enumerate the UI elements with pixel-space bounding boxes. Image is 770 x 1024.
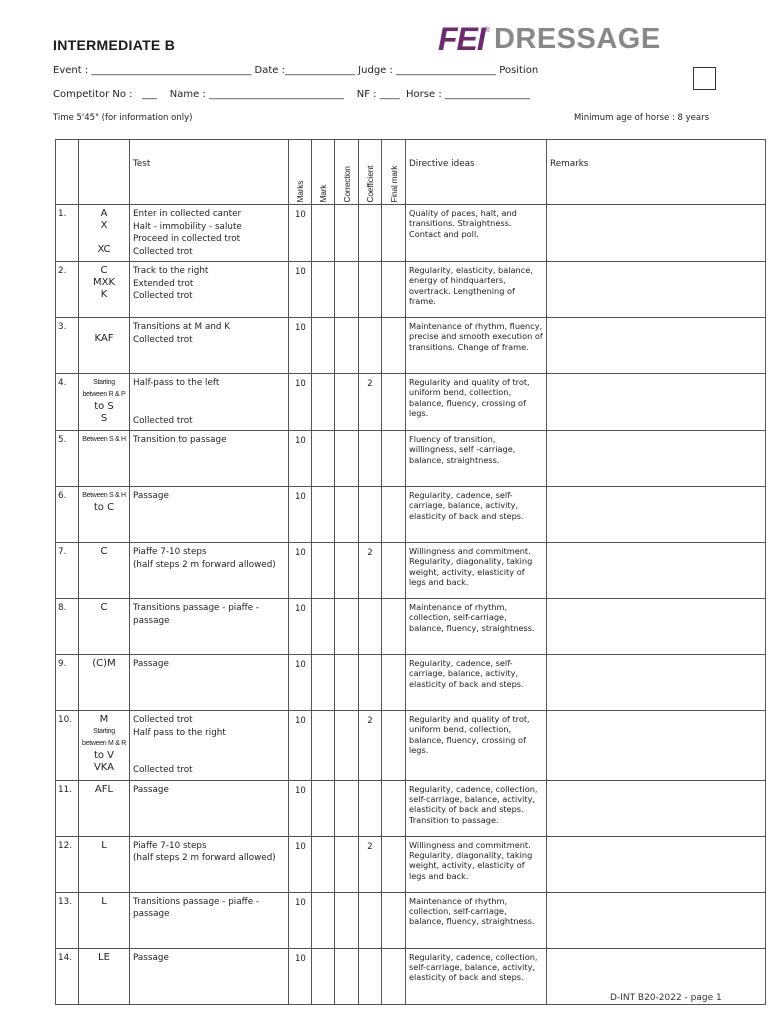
text-line: Regularity and quality of trot, uniform bend, collection, balance, fluency, crossing of legs. <box>409 377 530 419</box>
movement-letters <box>79 948 130 1004</box>
final-mark-input[interactable] <box>382 431 406 487</box>
table-row <box>56 711 766 781</box>
correction-input[interactable] <box>335 318 359 374</box>
text-line <box>133 402 285 415</box>
text-line: 10 <box>295 785 306 796</box>
coefficient-cell <box>359 318 382 374</box>
row-number <box>56 262 79 318</box>
text-line: Between S & H <box>82 492 126 499</box>
table-row <box>56 892 766 948</box>
test-header: Test <box>130 140 289 205</box>
text-line <box>133 752 285 765</box>
text-line: MXK <box>92 277 116 288</box>
table-row <box>56 543 766 599</box>
text-line: Piaffe 7-10 steps <box>133 547 207 557</box>
text-line: Enter in collected canter <box>133 209 242 219</box>
text-line: Transitions passage - piaffe - <box>133 603 260 613</box>
marks-cell <box>289 780 312 836</box>
fei-dressage-logo <box>438 22 661 56</box>
event-line: Event : ________________________________ Date :______________ Judge : ____________________ Position <box>53 65 539 76</box>
final-mark-input[interactable] <box>382 948 406 1004</box>
movement-letters <box>79 711 130 781</box>
text-line: Passage <box>133 784 169 795</box>
text-line: KAF <box>94 333 114 344</box>
final-mark-input[interactable] <box>382 487 406 543</box>
mark-input[interactable] <box>312 431 335 487</box>
text-line: 10 <box>295 436 306 446</box>
text-line: Extended trot <box>133 278 194 289</box>
text-line: Passage <box>133 952 169 963</box>
text-line: Regularity, elasticity, balance, energy of hindquarters, overtrack. Lengthening of frame. <box>409 265 533 307</box>
table-row <box>56 780 766 836</box>
remarks-input[interactable] <box>547 487 766 543</box>
directive-ideas <box>406 374 547 431</box>
movement-letters <box>79 780 130 836</box>
directive-ideas <box>406 836 547 892</box>
remarks-input[interactable] <box>547 892 766 948</box>
text-line: C <box>100 546 108 557</box>
text-line <box>79 232 129 244</box>
row-number <box>56 318 79 374</box>
test-description <box>130 374 289 431</box>
table-row <box>56 599 766 655</box>
logo-trademark: ® <box>484 27 490 34</box>
final-mark-input[interactable] <box>382 262 406 318</box>
row-number <box>56 780 79 836</box>
table-row <box>56 836 766 892</box>
mark-input[interactable] <box>312 543 335 599</box>
text-line: 10 <box>295 604 306 614</box>
text-line: 2 <box>367 716 373 726</box>
directive-ideas <box>406 711 547 781</box>
text-line: M <box>99 714 109 725</box>
directive-ideas <box>406 780 547 836</box>
mark-input[interactable] <box>312 892 335 948</box>
correction-input[interactable] <box>335 836 359 892</box>
text-line: L <box>101 839 107 851</box>
text-line: Regularity, cadence, collection, self-carriage, balance, activity, elasticity of back and steps. Transition to passage. <box>409 783 538 825</box>
text-line: Regularity, cadence, self-carriage, balance, activity, elasticity of back and steps. <box>409 490 524 521</box>
time-note: Time 5'45" (for information only) <box>53 113 193 123</box>
correction-input[interactable] <box>335 262 359 318</box>
directive-ideas <box>406 205 547 262</box>
directive-ideas <box>406 318 547 374</box>
text-line <box>133 739 285 752</box>
remarks-input[interactable] <box>547 431 766 487</box>
text-line: 5. <box>58 435 67 445</box>
test-description <box>130 431 289 487</box>
text-line: 10 <box>295 897 306 908</box>
text-line: 2 <box>367 548 373 558</box>
text-line: Track to the right <box>133 266 209 276</box>
correction-input[interactable] <box>335 205 359 262</box>
text-line: 10 <box>295 841 306 852</box>
text-line: between R & P <box>82 391 126 398</box>
text-line: between M & R <box>82 740 126 747</box>
text-line: A <box>100 208 108 219</box>
text-line: 8. <box>58 603 67 613</box>
logo-dressage: DRESSAGE <box>493 23 661 55</box>
marks-cell <box>289 711 312 781</box>
test-description <box>130 487 289 543</box>
page-title: INTERMEDIATE B <box>53 37 176 53</box>
text-line: LE <box>98 951 110 963</box>
final-mark-input[interactable] <box>382 543 406 599</box>
row-number <box>56 892 79 948</box>
text-line: 12. <box>58 840 72 851</box>
movement-letters <box>79 205 130 262</box>
mark-input[interactable] <box>312 262 335 318</box>
movement-letters <box>79 262 130 318</box>
text-line: 3. <box>58 322 67 332</box>
movement-letters <box>79 318 130 374</box>
table-row <box>56 431 766 487</box>
correction-input[interactable] <box>335 487 359 543</box>
remarks-input[interactable] <box>547 205 766 262</box>
text-line: Piaffe 7-10 steps <box>133 840 207 851</box>
text-line: to V <box>93 750 115 761</box>
test-description <box>130 948 289 1004</box>
text-line: 10 <box>295 210 306 220</box>
mark-input[interactable] <box>312 205 335 262</box>
table-row <box>56 374 766 431</box>
text-line: (C)M <box>92 658 116 669</box>
correction-input[interactable] <box>335 599 359 655</box>
text-line: Transitions at M and K <box>133 322 231 332</box>
text-line <box>133 390 285 403</box>
text-line: C <box>100 265 108 276</box>
text-line: Willingness and commitment. Regularity, diagonality, taking weight, activity, elasticity of legs and back. <box>409 546 533 588</box>
text-line: AFL <box>94 783 114 795</box>
row-number <box>56 655 79 711</box>
text-line: Regularity and quality of trot, uniform bend, collection, balance, fluency, crossing of legs. <box>409 714 530 756</box>
coefficient-cell <box>359 655 382 711</box>
competitor-line: Competitor No : ___ Name : ___________________________ NF : ____ Horse : _________________ <box>53 89 530 100</box>
text-line: Transition to passage <box>133 435 227 445</box>
row-number <box>56 836 79 892</box>
test-description <box>130 780 289 836</box>
text-line: 10 <box>295 953 306 964</box>
movement-letters <box>79 599 130 655</box>
text-line: Halt - immobility - salute <box>133 221 242 232</box>
mark-input[interactable] <box>312 780 335 836</box>
test-description <box>130 543 289 599</box>
mark-input[interactable] <box>312 374 335 431</box>
text-line: 10. <box>58 715 72 725</box>
text-line: Between S & H <box>82 436 126 443</box>
text-line: 2 <box>367 841 373 852</box>
correction-input[interactable] <box>335 892 359 948</box>
text-line: passage <box>133 909 170 919</box>
text-line: Collected trot <box>133 291 193 301</box>
text-line: Passage <box>133 659 169 669</box>
text-line: to S <box>94 401 114 412</box>
text-line: Collected trot <box>133 246 193 257</box>
coefficient-cell <box>359 487 382 543</box>
final-mark-input[interactable] <box>382 318 406 374</box>
correction-input[interactable] <box>335 711 359 781</box>
directive-ideas <box>406 262 547 318</box>
remarks-input[interactable] <box>547 655 766 711</box>
movement-letters <box>79 431 130 487</box>
text-line: 1. <box>58 209 67 219</box>
marks-header: Marks <box>289 140 312 205</box>
coefficient-cell <box>359 599 382 655</box>
table-row <box>56 487 766 543</box>
movement-letters <box>79 487 130 543</box>
mark-input[interactable] <box>312 948 335 1004</box>
text-line: passage <box>133 615 170 626</box>
text-line: (half steps 2 m forward allowed) <box>133 853 276 863</box>
text-line: 10 <box>295 323 306 333</box>
correction-input[interactable] <box>335 780 359 836</box>
remarks-header: Remarks <box>547 140 766 205</box>
mark-input[interactable] <box>312 836 335 892</box>
marks-cell <box>289 836 312 892</box>
remarks-input[interactable] <box>547 711 766 781</box>
coefficient-cell <box>359 262 382 318</box>
test-description <box>130 599 289 655</box>
mark-header: Mark <box>312 140 335 205</box>
directive-ideas <box>406 948 547 1004</box>
remarks-input[interactable] <box>547 262 766 318</box>
table-row <box>56 205 766 262</box>
marks-cell <box>289 543 312 599</box>
text-line: Fluency of transition, willingness, self -carriage, balance, straightness. <box>409 434 516 465</box>
text-line: Passage <box>133 491 169 501</box>
score-table <box>55 139 766 1005</box>
mark-input[interactable] <box>312 655 335 711</box>
mark-input[interactable] <box>312 599 335 655</box>
page-footer: D-INT B20-2022 - page 1 <box>610 993 722 1003</box>
text-line: 2 <box>367 379 373 389</box>
coefficient-cell <box>359 780 382 836</box>
text-line: Regularity, cadence, collection, self-carriage, balance, activity, elasticity of back and steps. <box>409 951 538 983</box>
text-line: 14. <box>58 952 72 963</box>
test-description <box>130 318 289 374</box>
movement-letters <box>79 836 130 892</box>
correction-input[interactable] <box>335 374 359 431</box>
movement-letters <box>79 543 130 599</box>
row-number <box>56 711 79 781</box>
test-description <box>130 892 289 948</box>
text-line: Collected trot <box>133 415 193 426</box>
text-line: 10 <box>295 492 306 502</box>
directive-ideas <box>406 543 547 599</box>
text-line: Quality of paces, halt, and transitions. Straightness. Contact and poll. <box>409 208 517 239</box>
row-number <box>56 599 79 655</box>
row-number <box>56 205 79 262</box>
coefficient-cell <box>359 836 382 892</box>
final-mark-input[interactable] <box>382 711 406 781</box>
movement-letters <box>79 655 130 711</box>
text-line: 2. <box>58 266 67 276</box>
text-line: Starting <box>93 728 115 735</box>
text-line: Collected trot <box>133 715 193 725</box>
correction-input[interactable] <box>335 948 359 1004</box>
text-line: 4. <box>58 378 67 388</box>
movement-letters <box>79 374 130 431</box>
directive-header: Directive ideas <box>406 140 547 205</box>
mark-input[interactable] <box>312 711 335 781</box>
marks-cell <box>289 599 312 655</box>
position-box[interactable] <box>693 67 716 90</box>
text-line: Maintenance of rhythm, collection, self-carriage, balance, fluency, straightness. <box>409 895 535 927</box>
final-mark-input[interactable] <box>382 374 406 431</box>
test-description <box>130 711 289 781</box>
coefficient-cell <box>359 431 382 487</box>
num-header <box>56 140 79 205</box>
text-line: C <box>100 602 108 613</box>
text-line: Starting <box>93 379 115 386</box>
final-mark-header: Final mark <box>382 140 406 205</box>
directive-ideas <box>406 892 547 948</box>
final-mark-input[interactable] <box>382 780 406 836</box>
text-line <box>79 321 129 333</box>
coefficient-header: Coefficient <box>359 140 382 205</box>
marks-cell <box>289 431 312 487</box>
remarks-input[interactable] <box>547 374 766 431</box>
text-line: 13. <box>58 896 72 907</box>
row-number <box>56 487 79 543</box>
text-line: (half steps 2 m forward allowed) <box>133 559 276 570</box>
row-number <box>56 431 79 487</box>
coefficient-cell <box>359 543 382 599</box>
marks-cell <box>289 487 312 543</box>
row-number <box>56 543 79 599</box>
logo-fei: FEI <box>438 21 485 57</box>
text-line: 10 <box>295 660 306 670</box>
test-description <box>130 262 289 318</box>
text-line: 9. <box>58 659 67 669</box>
text-line: 10 <box>295 716 306 726</box>
movement-letters <box>79 892 130 948</box>
marks-cell <box>289 892 312 948</box>
text-line: XC <box>97 244 111 255</box>
correction-input[interactable] <box>335 431 359 487</box>
remarks-input[interactable] <box>547 836 766 892</box>
text-line: X <box>100 220 108 231</box>
remarks-input[interactable] <box>547 318 766 374</box>
text-line: Regularity, cadence, self-carriage, balance, activity, elasticity of back and steps. <box>409 658 524 689</box>
row-number <box>56 374 79 431</box>
table-row <box>56 318 766 374</box>
text-line: 10 <box>295 548 306 558</box>
text-line: Half-pass to the left <box>133 378 220 388</box>
marks-cell <box>289 205 312 262</box>
final-mark-input[interactable] <box>382 892 406 948</box>
text-line: VKA <box>93 762 115 773</box>
text-line: Collected trot <box>133 765 193 775</box>
text-line: to C <box>93 502 115 513</box>
coefficient-cell <box>359 205 382 262</box>
test-description <box>130 655 289 711</box>
text-line: Maintenance of rhythm, fluency, precise and smooth execution of transitions. Change of frame. <box>409 321 543 352</box>
coefficient-cell <box>359 374 382 431</box>
text-line: 7. <box>58 547 67 557</box>
row-number <box>56 948 79 1004</box>
final-mark-input[interactable] <box>382 599 406 655</box>
final-mark-input[interactable] <box>382 205 406 262</box>
text-line: Proceed in collected trot <box>133 234 241 244</box>
directive-ideas <box>406 487 547 543</box>
final-mark-input[interactable] <box>382 836 406 892</box>
directive-ideas <box>406 599 547 655</box>
marks-cell <box>289 262 312 318</box>
test-description <box>130 205 289 262</box>
movement-header <box>79 140 130 205</box>
text-line: Half pass to the right <box>133 727 226 738</box>
text-line: K <box>100 289 108 300</box>
coefficient-cell <box>359 948 382 1004</box>
marks-cell <box>289 318 312 374</box>
marks-cell <box>289 948 312 1004</box>
text-line: 10 <box>295 267 306 277</box>
coefficient-cell <box>359 892 382 948</box>
correction-input[interactable] <box>335 543 359 599</box>
coefficient-cell <box>359 711 382 781</box>
marks-cell <box>289 374 312 431</box>
correction-input[interactable] <box>335 655 359 711</box>
remarks-input[interactable] <box>547 543 766 599</box>
table-row <box>56 655 766 711</box>
min-age-note: Minimum age of horse : 8 years <box>574 113 710 123</box>
mark-input[interactable] <box>312 487 335 543</box>
mark-input[interactable] <box>312 318 335 374</box>
correction-header: Correction <box>335 140 359 205</box>
header-row <box>56 140 766 205</box>
final-mark-input[interactable] <box>382 655 406 711</box>
text-line: Collected trot <box>133 334 193 345</box>
table-row <box>56 262 766 318</box>
text-line: 10 <box>295 379 306 389</box>
remarks-input[interactable] <box>547 780 766 836</box>
text-line: Maintenance of rhythm, collection, self-carriage, balance, fluency, straightness. <box>409 602 535 633</box>
text-line: 6. <box>58 491 67 501</box>
marks-cell <box>289 655 312 711</box>
text-line: S <box>100 413 108 424</box>
text-line: 11. <box>58 784 72 795</box>
test-description <box>130 836 289 892</box>
directive-ideas <box>406 431 547 487</box>
remarks-input[interactable] <box>547 599 766 655</box>
directive-ideas <box>406 655 547 711</box>
text-line: L <box>101 895 107 907</box>
text-line: Transitions passage - piaffe - <box>133 896 260 907</box>
text-line: Willingness and commitment. Regularity, diagonality, taking weight, activity, elasticity of legs and back. <box>409 839 533 881</box>
